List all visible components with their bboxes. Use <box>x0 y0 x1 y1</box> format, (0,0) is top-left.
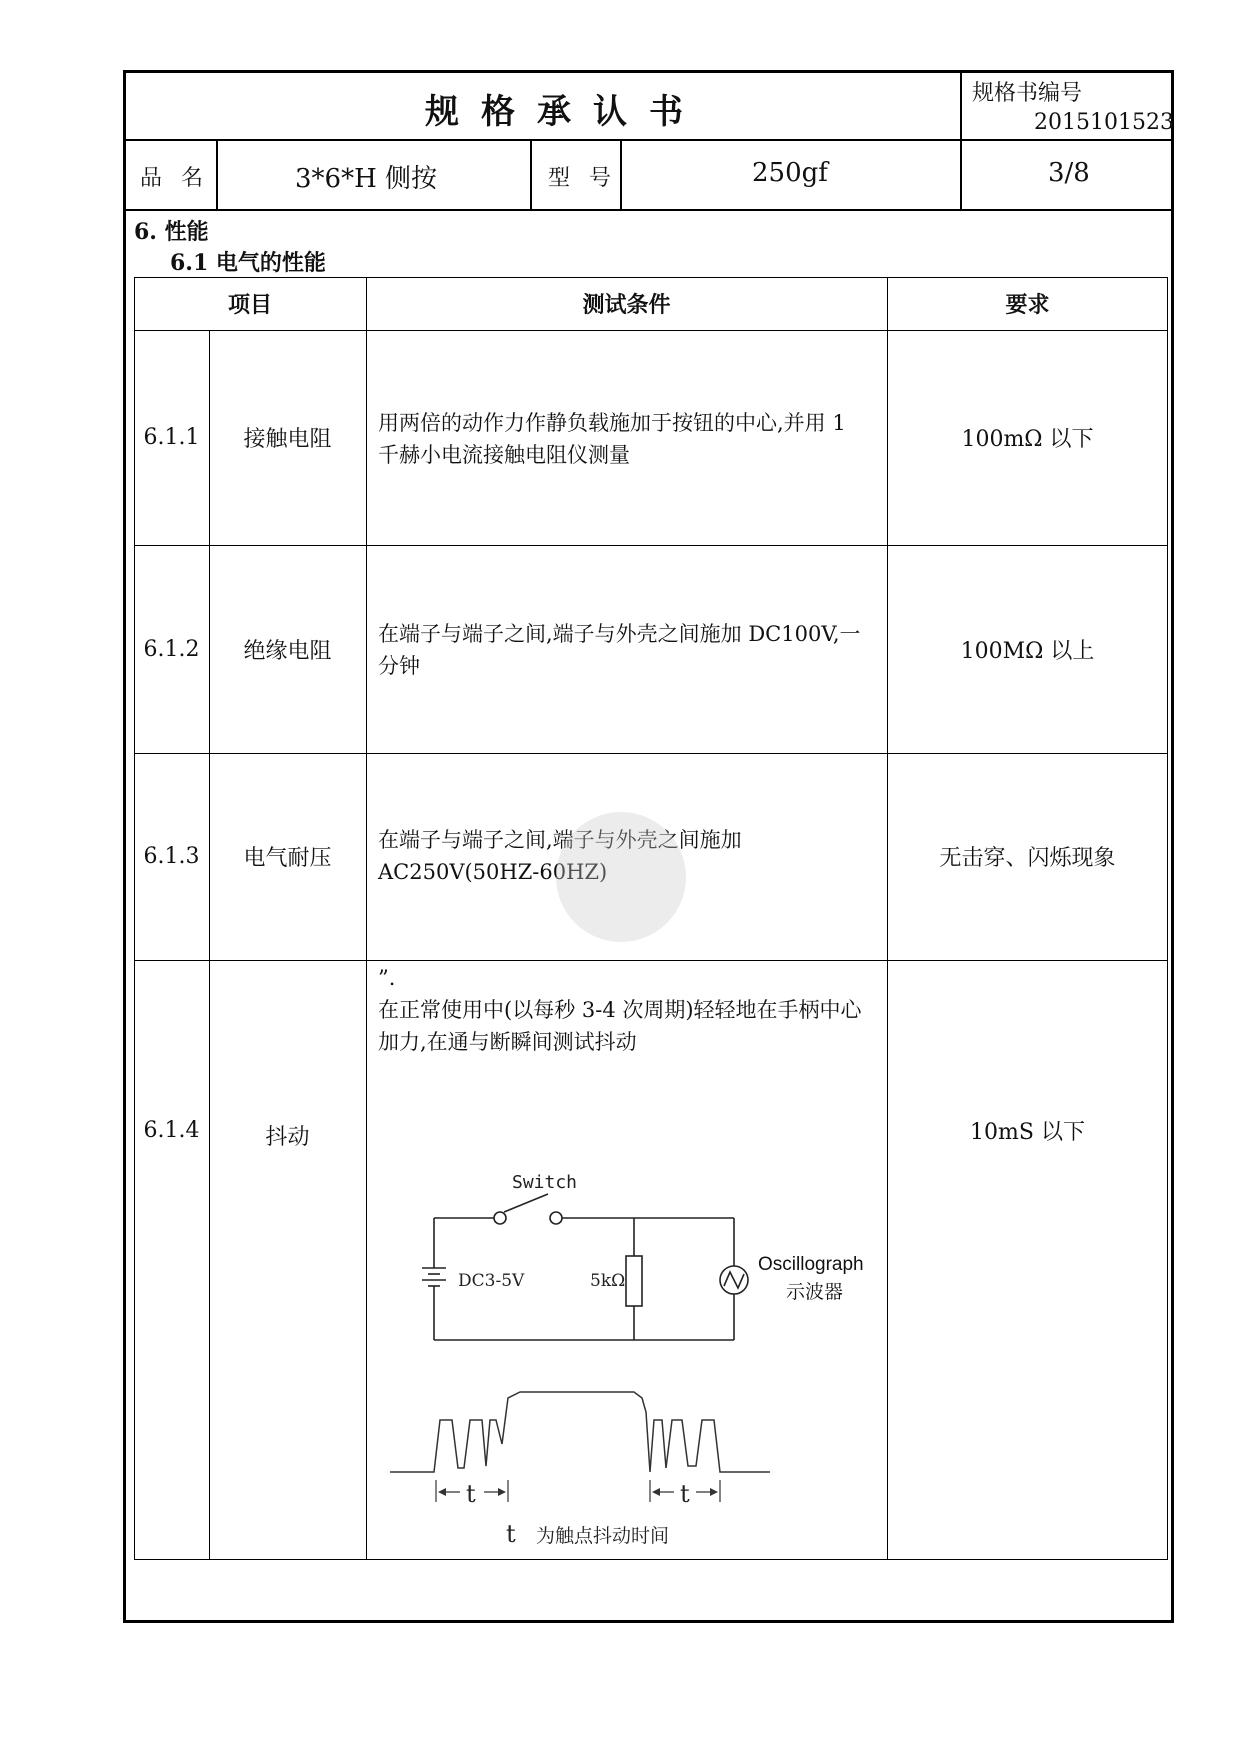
header-divider <box>123 139 1174 141</box>
header-vdivider-right <box>960 70 962 210</box>
row-number: 6.1.4 <box>143 1117 200 1143</box>
table-vdivider-item <box>366 277 367 1560</box>
row-condition <box>378 962 862 1058</box>
condition-line: 在端子与端子之间,端子与外壳之间施加 <box>378 828 742 852</box>
row-requirement: 100mΩ 以下 <box>961 427 1094 452</box>
column-header-item: 项目 <box>227 292 272 318</box>
bounce-test-diagram <box>370 1150 864 1550</box>
condition-line: AC250V(50HZ-60HZ) <box>378 860 608 884</box>
condition-line: 加力,在通与断瞬间测试抖动 <box>378 1030 637 1054</box>
row-requirement: 100MΩ 以上 <box>960 638 1095 664</box>
product-name-label: 品 名 <box>140 166 209 191</box>
resistor-label: 5kΩ <box>590 1271 626 1291</box>
condition-line: 在端子与端子之间,端子与外壳之间施加 DC100V,一 <box>378 622 861 646</box>
caption-text: 为触点抖动时间 <box>536 1525 670 1547</box>
header-vdivider-2 <box>530 139 532 210</box>
bounce-time-label-left: t <box>466 1480 476 1508</box>
row-requirement: 10mS 以下 <box>970 1119 1085 1145</box>
oscillograph-cn-label: 示波器 <box>786 1282 844 1303</box>
switch-label: Switch <box>512 1172 578 1193</box>
dc-source-label: DC3-5V <box>458 1271 525 1291</box>
row-condition <box>378 407 846 471</box>
page-number: 3/8 <box>1048 158 1090 188</box>
row-number: 6.1.1 <box>143 425 200 450</box>
row-condition <box>378 618 861 682</box>
caption-t: t <box>506 1520 516 1548</box>
condition-line: 千赫小电流接触电阻仪测量 <box>378 443 630 467</box>
oscillograph-label: Oscillograph <box>758 1254 864 1275</box>
row-item: 抖动 <box>265 1124 310 1150</box>
condition-line: 分钟 <box>378 654 420 678</box>
subsection-heading: 6.1 电气的性能 <box>170 250 326 276</box>
row-number: 6.1.2 <box>143 636 200 662</box>
column-header-requirement: 要求 <box>1005 292 1050 318</box>
model-value: 250gf <box>752 158 828 188</box>
row-requirement: 无击穿、闪烁现象 <box>939 846 1116 871</box>
document-title: 规格承认书 <box>425 92 705 132</box>
row-item: 接触电阻 <box>243 427 332 452</box>
condition-line: 用两倍的动作力作静负载施加于按钮的中心,并用 1 <box>378 411 846 435</box>
spec-number: 2015101523 <box>1034 110 1174 135</box>
column-header-condition: 测试条件 <box>582 292 671 318</box>
model-label: 型 号 <box>548 166 617 191</box>
row-item: 电气耐压 <box>243 846 332 871</box>
row-number: 6.1.3 <box>143 844 200 869</box>
product-name: 3*6*H 侧按 <box>295 164 438 194</box>
header-bottom-divider <box>123 209 1174 211</box>
watermark-seal <box>556 812 686 942</box>
section-heading: 6. 性能 <box>134 219 209 245</box>
condition-line: ”. <box>378 966 396 990</box>
spec-number-label: 规格书编号 <box>972 81 1083 106</box>
header-vdivider-1 <box>216 139 218 210</box>
row-item: 绝缘电阻 <box>243 638 332 664</box>
header-vdivider-3 <box>620 139 622 210</box>
bounce-time-label-right: t <box>680 1480 690 1508</box>
condition-line: 在正常使用中(以每秒 3-4 次周期)轻轻地在手柄中心 <box>378 998 862 1022</box>
